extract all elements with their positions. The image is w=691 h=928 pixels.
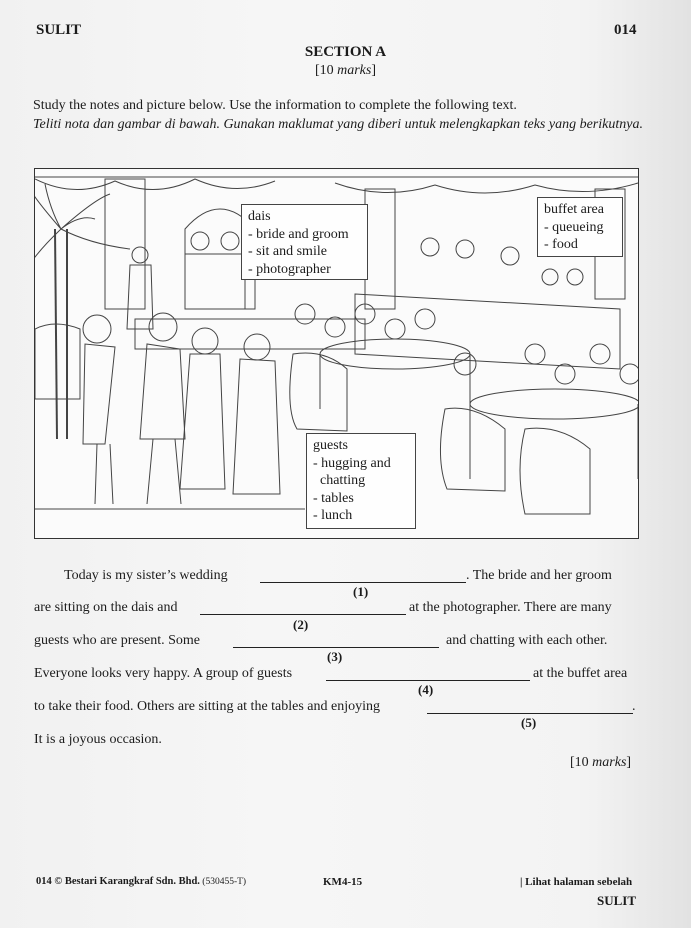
blank-1[interactable] bbox=[260, 568, 466, 583]
passage-text: . The bride and her groom bbox=[466, 568, 612, 583]
note-buffet-title: buffet area bbox=[544, 202, 604, 217]
blank-2[interactable] bbox=[200, 600, 406, 615]
note-guests-item: chatting bbox=[313, 473, 366, 488]
note-guests-title: guests bbox=[313, 438, 348, 453]
blank-number-1: (1) bbox=[353, 584, 369, 599]
passage-text: are sitting on the dais and bbox=[34, 600, 178, 615]
header-paper-code: 014 bbox=[614, 22, 637, 38]
section-title: SECTION A bbox=[304, 44, 387, 60]
note-buffet bbox=[537, 197, 623, 257]
note-guests-item: - hugging and bbox=[313, 455, 391, 471]
passage-text: guests who are present. Some bbox=[34, 633, 201, 648]
footer-publisher: 014 © Bestari Karangkraf Sdn. Bhd. (530455-T) bbox=[36, 876, 247, 887]
instruction-malay: Teliti nota dan gambar di bawah. Gunakan maklumat yang diberi untuk melengkapkan teks yang berikutnya. bbox=[33, 117, 643, 132]
blank-5[interactable] bbox=[427, 699, 633, 714]
instruction-english: Study the notes and picture below. Use the information to complete the following text. bbox=[33, 98, 517, 113]
passage-text: at the photographer. There are many bbox=[409, 600, 612, 615]
note-guests bbox=[306, 433, 416, 529]
note-guests-item: - lunch bbox=[313, 508, 353, 523]
passage-text: to take their food. Others are sitting at the tables and enjoying bbox=[34, 699, 381, 714]
note-guests-item: - tables bbox=[313, 490, 354, 506]
note-buffet-item: - queueing bbox=[544, 219, 604, 235]
header-sulit: SULIT bbox=[36, 22, 82, 38]
footer-sulit: SULIT bbox=[597, 893, 637, 908]
section-marks: [10 marks] bbox=[314, 63, 377, 78]
blank-number-5: (5) bbox=[521, 715, 537, 730]
blank-number-4: (4) bbox=[418, 682, 434, 697]
passage-line-4 bbox=[34, 666, 638, 686]
blank-3[interactable] bbox=[233, 633, 439, 648]
passage-text: Everyone looks very happy. A group of guests bbox=[34, 666, 293, 681]
passage-text: Today is my sister’s wedding bbox=[64, 568, 228, 583]
wedding-picture bbox=[34, 168, 639, 539]
passage-line-2 bbox=[34, 600, 638, 620]
note-dais-item: - sit and smile bbox=[248, 244, 327, 259]
note-buffet-item: - food bbox=[544, 237, 578, 252]
note-dais-item: - bride and groom bbox=[248, 226, 349, 242]
passage-text: at the buffet area bbox=[533, 666, 628, 681]
passage-text: . bbox=[632, 699, 636, 714]
blank-number-2: (2) bbox=[293, 617, 309, 632]
footer-next-page: | Lihat halaman sebelah bbox=[520, 876, 633, 888]
note-dais-title: dais bbox=[248, 209, 271, 224]
passage-line-1 bbox=[34, 568, 638, 588]
passage-text: It is a joyous occasion. bbox=[34, 732, 162, 747]
blank-4[interactable] bbox=[326, 666, 530, 681]
note-dais-item: - photographer bbox=[248, 261, 331, 277]
total-marks: [10 marks] bbox=[570, 755, 632, 770]
passage-line-6 bbox=[34, 732, 638, 752]
blank-number-3: (3) bbox=[327, 649, 343, 664]
note-dais bbox=[241, 204, 368, 280]
passage-text: and chatting with each other. bbox=[446, 633, 608, 648]
footer-page-code: KM4-15 bbox=[323, 876, 363, 888]
passage-line-5 bbox=[34, 699, 638, 719]
